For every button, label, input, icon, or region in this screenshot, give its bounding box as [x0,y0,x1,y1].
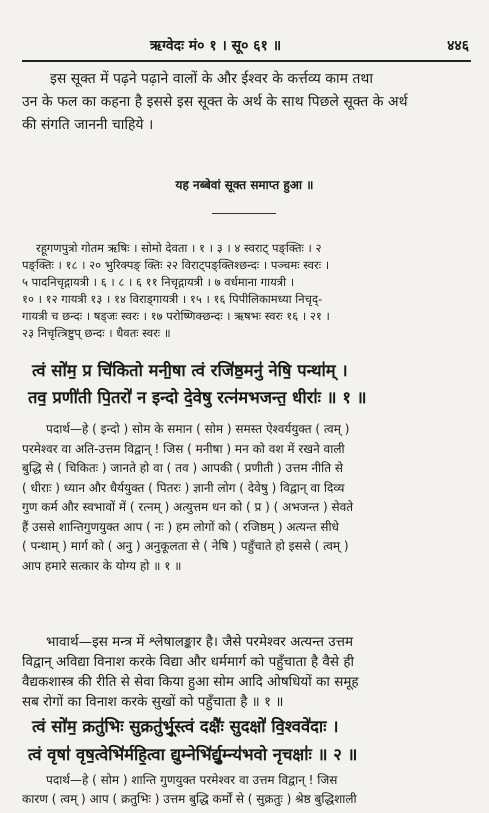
text-line: भावार्थ—इस मन्त्र में श्लेषालङ्कार है। जैसे परमेश्वर अत्यन्त उत्तम [46,634,354,650]
page-number: ४४६ [447,38,469,54]
text-line: २३ निचृत्त्रिष्टुप् छन्दः । धैवतः स्वरः ॥ [22,326,171,340]
sukta-end-note: यह नब्बेवां सूक्त समाप्त हुआ ॥ [175,178,314,192]
header-rule [22,60,471,62]
text-line: १० । १२ गायत्री १३ । १४ विराड्गायत्री । १५ । १६ पिपीलिकामध्या निचृद्- [22,292,323,306]
text-line: इस सूक्त में पढ़ने पढ़ाने वालों के और ईश्वर के कर्त्तव्य काम तथा [50,71,373,87]
mantra-1-line-2: तव॒ प्रणी॑ती पि॒तरो॑ न इन्दो दे॒वेषु॒ रत्न॑मभजन्त॒ धीराः॑ ॥ १ ॥ [28,388,367,407]
text-line: पदार्थ—हे ( इन्दो ) सोम के समान ( सोम ) समस्त ऐश्वर्ययुक्त ( त्वम् ) [46,422,350,436]
mantra-2-line-1: त्वं सो॑म॒ क्रतु॑भिः सु॒क्रतु॑र्भू॒स्त्वं दक्षैः॑ सु॒दक्षो॑ वि॒श्ववे॑दाः । [32,717,339,736]
section-divider [212,213,276,214]
mantra-1-line-1: त्वं सो॑म॒ प्र चि॑कितो मनी॒षा त्वं रजि॑ष्ठ॒मनु॑ नेषि॒ पन्था॑म् । [32,361,348,380]
header-title: ऋग्वेदः मं० १ । सू० ६१ ॥ [150,38,282,54]
padartha-2 [22,771,471,809]
text-line: पदार्थ—हे ( सोम ) शान्ति गुणयुक्त परमेश्वर वा उत्तम विद्वान् ! जिस [46,773,338,787]
text-line: कारण ( त्वम् ) आप ( क्रतुभिः ) उत्तम बुद्धि कर्मों से ( सुक्रतुः ) श्रेष्ठ बुद्धिशाली [22,792,357,806]
sukta-metadata [22,240,471,342]
text-line: वैद्यकशास्त्र की रीति से सेवा किया हुआ सोम आदि ओषधियों का समूह [22,674,359,690]
text-line: रहूगणपुत्रो गोतम ऋषिः । सोमो देवता । १ । ३ । ४ स्वराट् पङ्क्तिः । २ [36,241,322,255]
text-line: बुद्धि से ( चिकितः ) जानते हो वा ( तव ) आपकी ( प्रणीती ) उत्तम नीति से [22,461,344,475]
text-line: विद्वान् अविद्या विनाश करके विद्या और धर्ममार्ग को पहुँचाता है वैसे ही [22,654,355,670]
text-line: ( धीराः ) ध्यान और धैर्ययुक्त ( पितरः ) ज्ञानी लोग ( देवेषु ) विद्वान् वा दिव्य [22,480,345,495]
text-line: गुण कर्म और स्वभावों में ( रत्नम् ) अत्युत्तम धन को ( प्र ) ( अभजन्त ) सेवते [22,500,354,514]
intro-paragraph [22,68,471,137]
text-line: आप हमारे सत्कार के योग्य हो ॥ १ ॥ [22,558,182,573]
text-line: की संगति जाननी चाहिये । [22,117,154,133]
text-line: ( पन्थाम् ) मार्ग को ( अनु ) अनुकूलता से ( नेषि ) पहुँचाते हो इससे ( त्वम् ) [22,539,349,553]
text-line: हैं उससे शान्तिगुणयुक्त आप ( नः ) हम लोगों को ( रजिष्ठम् ) अत्यन्त सीधे [22,519,339,534]
text-line: ५ पादनिचृद्गायत्री । ६ । ८ । ६ ११ निचृद्गायत्री । ७ वर्धमाना गायत्री । [22,275,295,289]
text-line: परमेश्वर वा अति-उत्तम विद्वान् ! जिस ( मनीषा ) मन को वश में रखने वाली [22,441,345,456]
mantra-2-line-2: त्वं वृषा॑ वृष॒त्वेभि॑र्महि॒त्वा द्यु॒म्नेभि॑र्द्यु॒म्न्य॑भवो नृ॒चक्षाः॑ ॥ २ ॥ [28,745,358,764]
text-line: पङ्क्तिः । १८ । २० भुरिक्पङ् क्तिः २२ विराट्पङ्क्तिश्छन्दः । पञ्चमः स्वरः । [22,258,330,272]
text-line: गायत्री च छन्दः । षड्जः स्वरः । १७ परोष्णिक्छन्दः । ऋषभः स्वरः १६ । २१ । [22,309,330,323]
text-line: उन के फल का कहना है इससे इस सूक्त के अर्थ के साथ पिछले सूक्त के अर्थ [22,94,408,110]
running-header [0,36,489,58]
padartha-1 [22,420,471,576]
bhavartha-1 [22,632,471,712]
text-line: सब रोगों का विनाश करके सुखों को पहुँचाता है ॥ १ ॥ [22,694,284,710]
